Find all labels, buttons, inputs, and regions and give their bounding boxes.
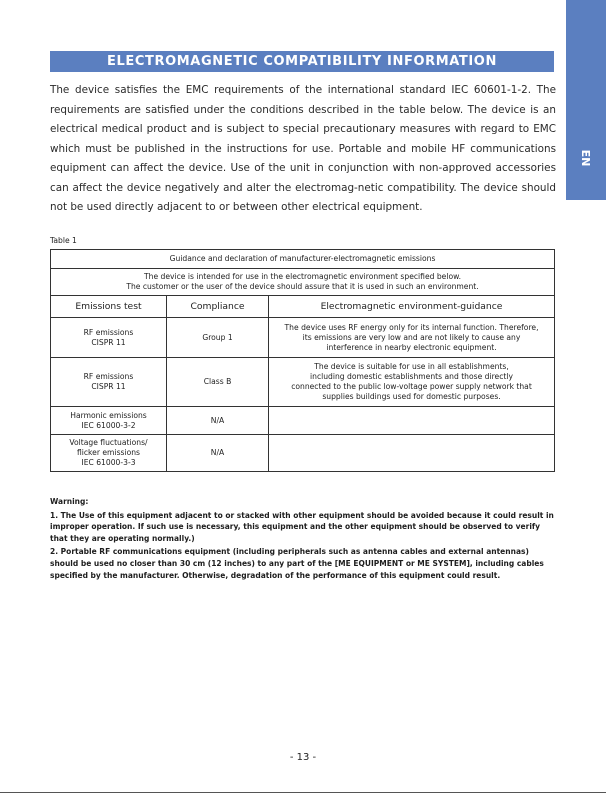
- table-title: Guidance and declaration of manufacturer-electromagnetic emissions: [51, 250, 555, 269]
- cell-line: The device uses RF energy only for its internal function. Therefore,: [284, 322, 539, 332]
- warning-title: Warning:: [50, 497, 89, 506]
- table-intro-row: [51, 269, 555, 296]
- emissions-test-cell: [51, 407, 167, 435]
- cell-line: supplies buildings used for domestic purposes.: [322, 392, 501, 401]
- guidance-cell: [269, 358, 555, 407]
- table-row: [51, 318, 555, 358]
- cell-line: RF emissions: [83, 372, 134, 381]
- cell-line: IEC 61000-3-3: [81, 458, 136, 467]
- cell-line: Harmonic emissions: [70, 410, 147, 420]
- column-header-guidance: Electromagnetic environment-guidance: [269, 296, 555, 318]
- compliance-cell: Group 1: [167, 318, 269, 358]
- cell-line: connected to the public low-voltage power supply network that: [291, 382, 532, 391]
- cell-line: CISPR 11: [91, 382, 126, 391]
- cell-line: RF emissions: [83, 327, 134, 337]
- warning-item: 2. Portable RF communications equipment (including peripherals such as antenna cables and external antennas) should be used no closer than 30 cm (12 inches) to any part of the [ME EQUIPMENT or ME SYSTEM], including cables specified by the manufacturer. Otherwise, degradation of the performance of this equipment could result.: [50, 547, 544, 580]
- warnings-block: [50, 496, 556, 583]
- section-heading: ELECTROMAGNETIC COMPATIBILITY INFORMATION: [50, 51, 554, 72]
- cell-line: its emissions are very low and are not likely to cause any: [302, 332, 521, 342]
- table-intro-line: The device is intended for use in the electromagnetic environment specified below.: [144, 272, 462, 281]
- warning-item: 1. The Use of this equipment adjacent to or stacked with other equipment should be avoided because it could result in improper operation. If such use is necessary, this equipment and the other equipment should be observed to verify that they are operating normally.): [50, 510, 554, 543]
- column-header-compliance: Compliance: [167, 296, 269, 318]
- cell-line: including domestic establishments and those directly: [310, 372, 513, 381]
- compliance-cell: N/A: [167, 407, 269, 435]
- cell-line: flicker emissions: [76, 448, 141, 457]
- language-tab-label: EN: [579, 149, 593, 167]
- table-row: [51, 435, 555, 472]
- compliance-cell: N/A: [167, 435, 269, 472]
- page-number: - 13 -: [289, 752, 317, 763]
- compliance-cell: Class B: [167, 358, 269, 407]
- guidance-cell: [269, 435, 555, 472]
- column-header-emissions-test: Emissions test: [51, 296, 167, 318]
- emissions-test-cell: [51, 435, 167, 472]
- cell-line: IEC 61000-3-2: [81, 420, 136, 430]
- table-row: [51, 407, 555, 435]
- cell-line: interference in nearby electronic equipment.: [326, 342, 497, 352]
- emissions-table: [50, 249, 555, 472]
- emissions-test-cell: [51, 358, 167, 407]
- table-header-row: [51, 296, 555, 318]
- table-intro: [51, 269, 555, 296]
- emissions-test-cell: [51, 318, 167, 358]
- intro-paragraph: The device satisfies the EMC requirements of the international standard IEC 60601-1-2. The requirements are satisfied under the conditions described in the table below. The device is an electrical medical product and is subject to special precautionary measures with regard to EMC which must be published in the instructions for use. Portable and mobile HF communications equipment can affect the device. Use of the unit in conjunction with non-approved accessories can affect the device negatively and alter the electromag-netic compatibility. The device should not be used directly adjacent to or between other electrical equipment.: [50, 84, 556, 213]
- table-title-row: [51, 250, 555, 269]
- table-caption: Table 1: [50, 236, 77, 245]
- cell-line: Voltage fluctuations/: [69, 438, 148, 447]
- cell-line: The device is suitable for use in all establishments,: [314, 362, 509, 371]
- footer-divider: [0, 792, 606, 793]
- guidance-cell: [269, 407, 555, 435]
- guidance-cell: [269, 318, 555, 358]
- cell-line: CISPR 11: [91, 337, 126, 347]
- table-row: [51, 358, 555, 407]
- table-intro-line: The customer or the user of the device should assure that it is used in such an environment.: [126, 282, 479, 291]
